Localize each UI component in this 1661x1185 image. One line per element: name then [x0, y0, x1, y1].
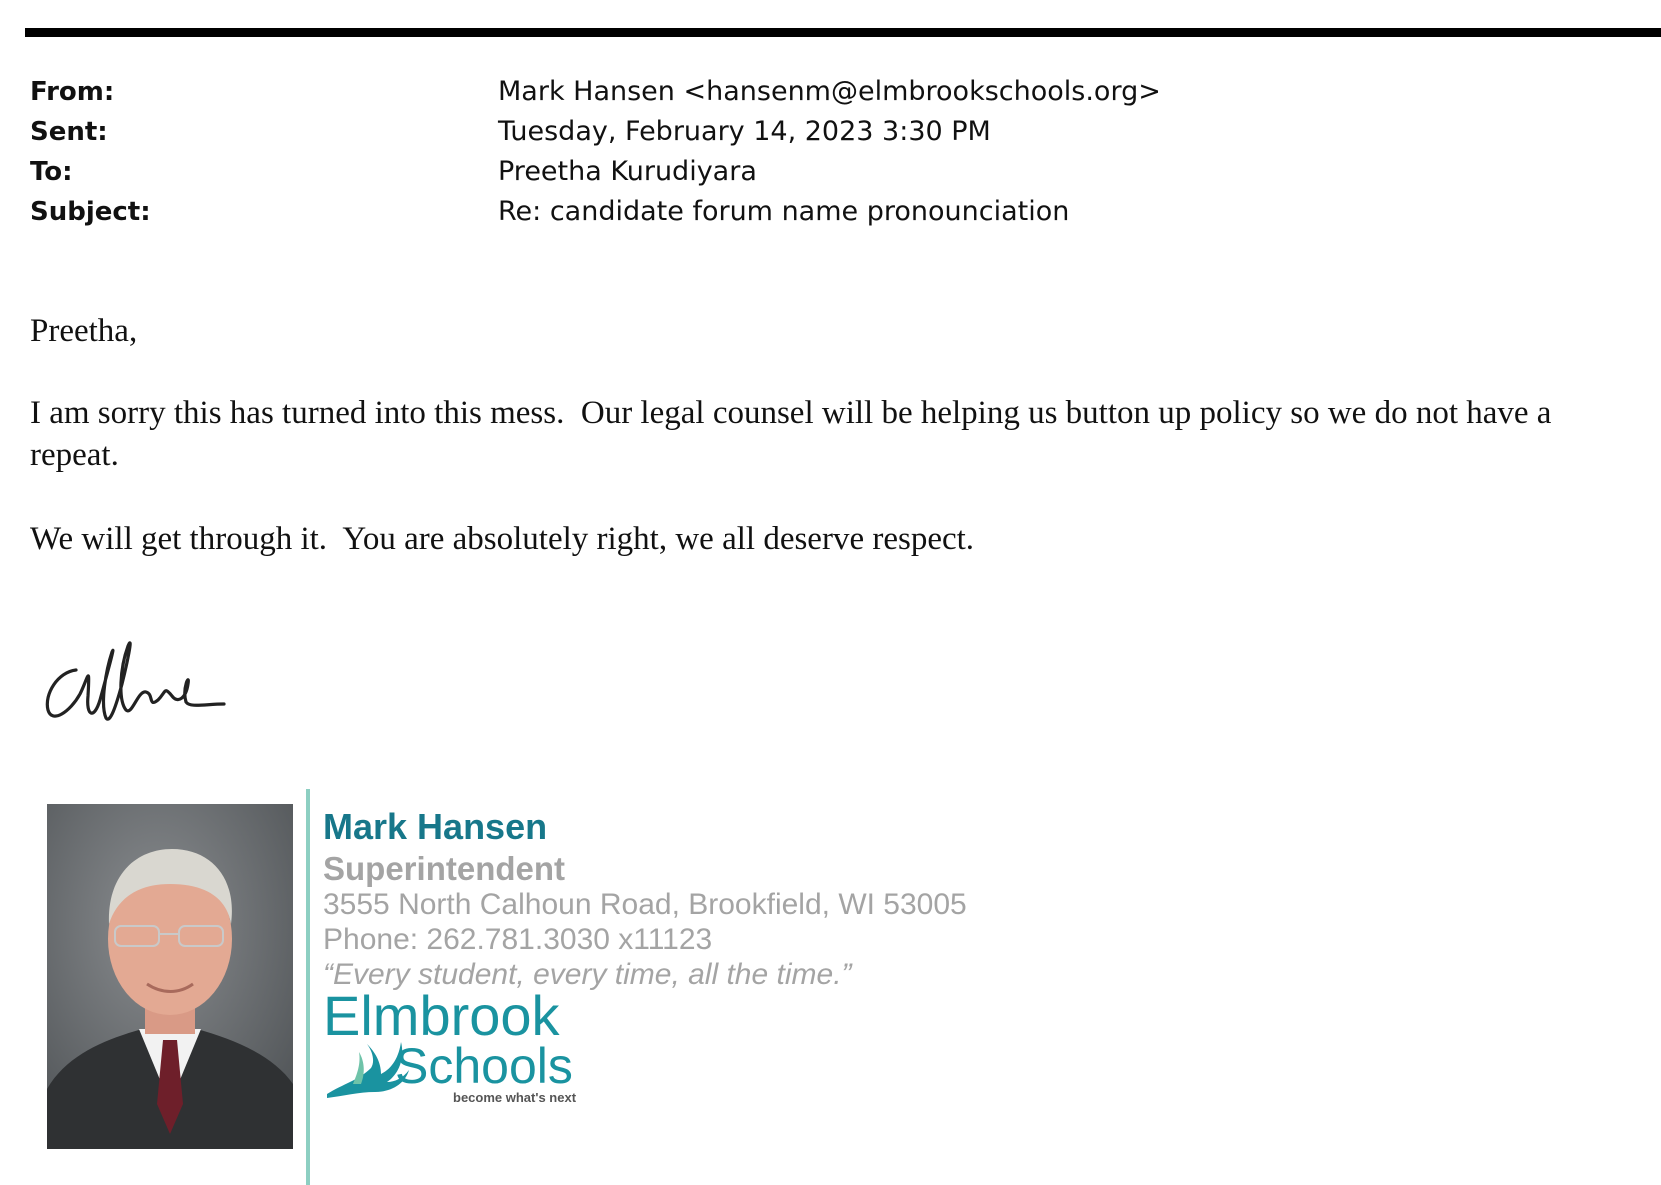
email-header: [30, 72, 1330, 232]
body-paragraph-1: I am sorry this has turned into this mess. Our legal counsel will be helping us button up policy so we do not have a repeat.: [30, 395, 1560, 473]
logo-line-2: Schools: [395, 1038, 573, 1094]
subject-row: [30, 192, 1330, 232]
logo-line-1: Elmbrook: [323, 984, 560, 1047]
from-value: Mark Hansen <hansenm@elmbrookschools.org>: [498, 76, 1161, 107]
from-row: [30, 72, 1330, 112]
signature-divider: [306, 789, 310, 1185]
elmbrook-schools-logo: [323, 986, 593, 1106]
subject-value: Re: candidate forum name pronounciation: [498, 196, 1070, 227]
to-value: Preetha Kurudiyara: [498, 156, 757, 187]
from-label: From:: [30, 77, 115, 107]
signature-phone: Phone: 262.781.3030 x11123: [323, 923, 713, 956]
to-row: [30, 152, 1330, 192]
subject-label: Subject:: [30, 197, 151, 227]
salutation: Preetha,: [30, 313, 138, 349]
signature-title: Superintendent: [323, 850, 566, 887]
signature-motto: “Every student, every time, all the time.”: [323, 958, 852, 991]
signature-name: Mark Hansen: [323, 806, 548, 847]
to-label: To:: [30, 157, 73, 187]
logo-tagline: become what's next: [453, 1090, 577, 1105]
top-rule: [25, 28, 1661, 37]
sent-label: Sent:: [30, 117, 108, 147]
sent-value: Tuesday, February 14, 2023 3:30 PM: [498, 116, 991, 147]
sent-row: [30, 112, 1330, 152]
handwritten-signature: [36, 612, 236, 732]
body-paragraph-2: We will get through it. You are absolutely right, we all deserve respect.: [30, 521, 975, 557]
headshot-photo: [47, 804, 293, 1149]
signature-address: 3555 North Calhoun Road, Brookfield, WI 53005: [323, 888, 967, 921]
